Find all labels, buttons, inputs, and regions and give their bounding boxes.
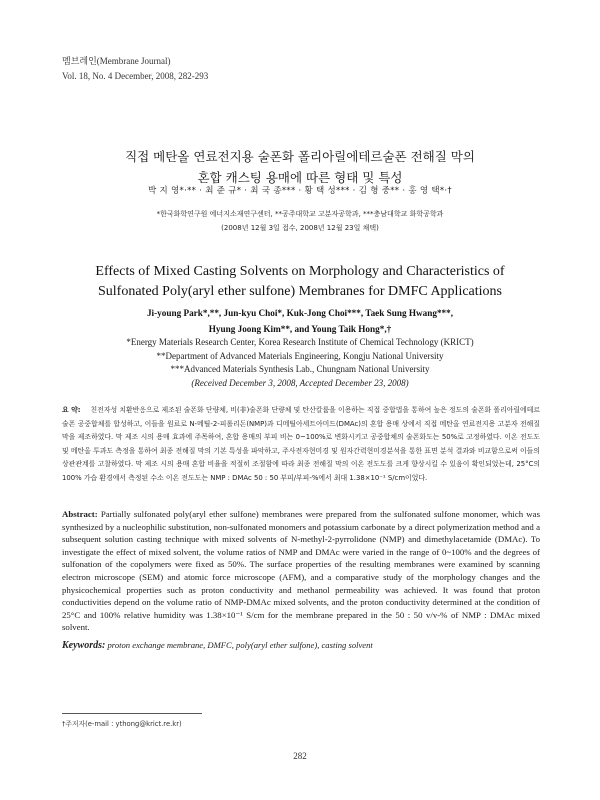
english-abstract-text: Partially sulfonated poly(aryl ether sulfone) membranes were prepared from the sulfonated sulfone monomer, which was synthesized by a nucleophilic substitution, non-sulfonated monomers and potassium carbonate by a direct polymerization method and a subsequent solution casting technique with mixed solvents of N-methyl-2-pyrrolidone (NMP) and dimethylacetamide (DMAc). To investigate the effect of mixed solvent, the volume ratios of NMP and DMAc were varied in the range of 0~100% and the degrees of sulfonation of the copolymers were fixed as 50%. The surface properties of the resulting membranes were examined by scanning electron microscope (SEM) and atomic force microscope (AFM), and a comparative study of the morphology changes and the physicochemical properties such as proton conductivity and methanol permeability was achieved. It was found that proton conductivities depend on the volume ratio of NMP-DMAc mixed solvents, and the proton conductivity determined at the condition of 25°C and 100% relative humidity was 1.38×10⁻¹ S/cm for the membrane prepared in the 50 : 50 v/v-% of NMP : DMAc mixed solvent.: [62, 509, 540, 633]
english-authors: [40, 305, 560, 337]
korean-title-line2: 혼합 캐스팅 용매에 따른 형태 및 특성: [197, 170, 403, 185]
english-authors-line1: Ji-young Park*,**, Jun-kyu Choi*, Kuk-Jong Choi***, Taek Sung Hwang***,: [146, 308, 454, 318]
korean-title: [40, 146, 560, 188]
journal-name: 멤브레인(Membrane Journal): [62, 56, 171, 66]
korean-affiliation: [40, 207, 560, 235]
korean-abstract-text: 친전자성 치환반응으로 제조된 술폰화 단량체, 비(非)술폰화 단량체 및 탄산칼륨을 이용하는 직접 중합법을 통하여 높은 정도의 술폰화 폴리아릴에테르술폰 공중합체를 합성하고, 이들을 원료로 N-메틸-2-피롤리돈(NMP)과 디메틸아세트아미드(DMAc)의 혼합 용매 상에서 직접 메탄올 연료전지용 고분자 전해질 막을 제조하였다. 막 제조 시의 용매 효과에 주목하여, 혼합 용매의 부피 비는 0~100%로 변화시키고 공중합체의 술폰화도는 50%로 고정하였다. 이온 전도도 및 메탄올 투과도 측정을 통하여 최종 전해질 막의 기본 특성을 파악하고, 주사전자현미경 및 원자간력현미경분석을 통한 표면 분석 결과와 비교함으로써 이들의 상관관계를 고찰하였다. 막 제조 시의 용매 혼합 비율을 적절히 조절함에 따라 최종 전해질 막의 이온 전도도를 크게 향상시킬 수 있음이 확인되었는데, 25°C의 100% 가습 환경에서 측정된 수소 이온 전도도는 NMP : DMAc 50 : 50 부피/부피-%에서 최대 1.38×10⁻¹ S/cm이었다.: [62, 406, 541, 482]
page-number: 282: [293, 751, 307, 761]
journal-citation: Vol. 18, No. 4 December, 2008, 282-293: [62, 71, 209, 81]
english-affiliation-3: ***Advanced Materials Synthesis Lab., Chungnam National University: [170, 364, 430, 374]
english-title: [40, 262, 560, 302]
english-abstract: [62, 508, 540, 634]
korean-abstract-label: 요 약:: [62, 406, 81, 414]
english-title-line2: Sulfonated Poly(aryl ether sulfone) Membranes for DMFC Applications: [98, 284, 502, 299]
english-title-line1: Effects of Mixed Casting Solvents on Morphology and Characteristics of: [95, 264, 505, 279]
english-affiliation-2: **Department of Advanced Materials Engineering, Kongju National University: [156, 350, 444, 361]
korean-title-line1: 직접 메탄올 연료전지용 술폰화 폴리아릴에테르술폰 전해질 막의: [125, 149, 475, 164]
footnote: †주저자(e-mail : ythong@krict.re.kr): [62, 720, 182, 728]
english-affiliation-1: *Energy Materials Research Center, Korea Research Institute of Chemical Technology (KRICT): [126, 337, 474, 347]
english-authors-line2: Hyung Joong Kim**, and Young Taik Hong*,†: [208, 324, 392, 334]
korean-abstract: [62, 404, 540, 486]
received-dates: (Received December 3, 2008, Accepted December 23, 2008): [191, 377, 409, 388]
keywords: [62, 640, 373, 651]
keywords-label: Keywords:: [62, 640, 106, 651]
korean-dates: (2008년 12월 3일 접수, 2008년 12월 23일 채택): [221, 224, 379, 232]
korean-affiliation-text: *한국화학연구원 에너지소재연구센터, **공주대학교 고분자공학과, ***충남대학교 화학공학과: [156, 210, 444, 218]
english-abstract-label: Abstract:: [62, 509, 98, 519]
keywords-text: proton exchange membrane, DMFC, poly(aryl ether sulfone), casting solvent: [107, 640, 373, 650]
journal-header: [62, 54, 208, 84]
korean-authors: 박 지 영*·** · 최 준 규* · 최 국 종*** · 황 택 성*** · 김 형 중** · 홍 영 택*·†: [148, 186, 452, 196]
english-affiliations: [40, 336, 560, 390]
footnote-divider: [62, 713, 202, 714]
